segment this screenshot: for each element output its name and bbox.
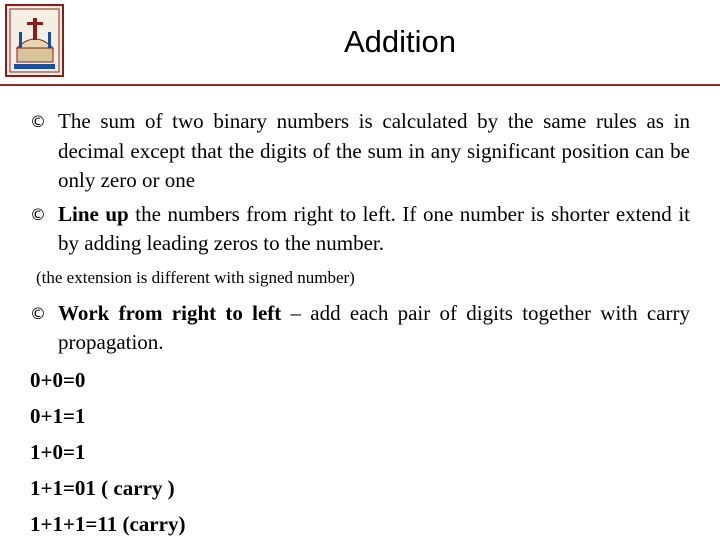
equation-line: 0+1=1 [30, 403, 86, 428]
equation-line: 1+0=1 [30, 439, 86, 464]
bullet-bold-text: Work from right to left [58, 300, 282, 325]
cap-bullet-icon: © [30, 303, 46, 323]
equation-line: 1+1=01 ( carry ) [30, 475, 175, 500]
bullet-item [30, 107, 690, 196]
university-crest-icon [5, 4, 64, 77]
slide-title: Addition [343, 24, 457, 59]
bullet-text: the numbers from right to left. If one number is shorter extend it by adding leading zeros to the number. [58, 201, 691, 255]
slide-body [30, 107, 690, 542]
cap-bullet-icon: © [30, 112, 46, 131]
bullet-text: – add each pair of digits together with carry propagation. [58, 300, 690, 354]
bullet-item [30, 200, 690, 259]
university-logo [5, 4, 64, 77]
bullet-item [30, 299, 690, 358]
signed-number-note: (the extension is different with signed number) [36, 267, 355, 287]
equation-line: 0+0=0 [30, 367, 86, 392]
equation-line: 1+1+1=11 (carry) [30, 511, 186, 536]
bullet-bold-text: Line up [58, 201, 129, 226]
title-divider [0, 84, 720, 86]
cap-bullet-icon: © [30, 204, 46, 224]
bullet-text: The sum of two binary numbers is calculated by the same rules as in decimal except that the digits of the sum in any significant position can be only zero or one [58, 109, 690, 192]
